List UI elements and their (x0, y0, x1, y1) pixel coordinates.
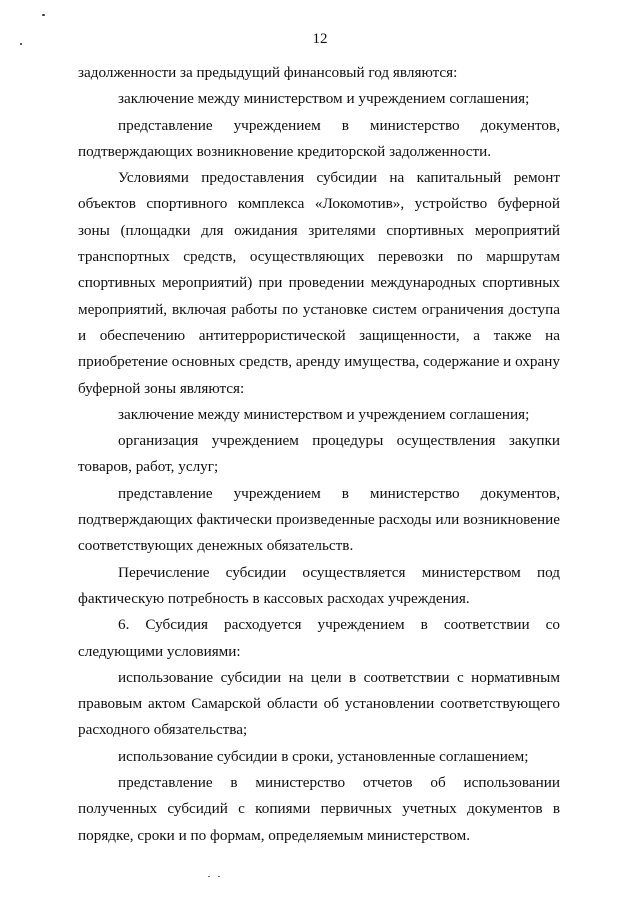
paragraph: использование субсидии на цели в соответствии с нормативным правовым актом Самарской области об установлении соответствующего расходного обязательства; (78, 668, 560, 739)
scan-speck (218, 876, 220, 877)
paragraph: 6. Субсидия расходуется учреждением в соответствии со следующими условиями: (78, 616, 560, 660)
scan-speck (208, 876, 210, 877)
paragraph: заключение между министерством и учреждением соглашения; (118, 405, 530, 423)
paragraph: Условиями предоставления субсидии на капитальный ремонт объектов спортивного комплекса «Локомотив», устройство буферной зоны (площадки для ожидания зрителями спортивных мероприятий транспортных средств, осуществляющих перевозки по маршрутам спортивных мероприятий) при проведении международных спортивных мероприятий, включая работы по установке систем ограничения доступа и обеспечению антитеррористической защищенности, а также на приобретение основных средств, аренду имущества, содержание и охрану буферной зоны являются: (78, 169, 560, 397)
page-number: 12 (312, 31, 328, 47)
paragraph: представление учреждением в министерство документов, подтверждающих фактически произведенные расходы или возникновение соответствующих денежных обязательств. (78, 484, 560, 555)
paragraph: использование субсидии в сроки, установленные соглашением; (118, 747, 529, 765)
scan-speck (42, 14, 45, 16)
paragraph: представление учреждением в министерство документов, подтверждающих возникновение кредиторской задолженности. (78, 116, 560, 160)
paragraph: заключение между министерством и учреждением соглашения; (118, 90, 530, 108)
paragraph: Перечисление субсидии осуществляется министерством под фактическую потребность в кассовых расходах учреждения. (78, 563, 560, 607)
document-body (78, 60, 560, 849)
paragraph: задолженности за предыдущий финансовый год являются: (78, 64, 458, 81)
paragraph: организация учреждением процедуры осуществления закупки товаров, работ, услуг; (78, 432, 560, 476)
paragraph: представление в министерство отчетов об использовании полученных субсидий с копиями первичных учетных документов в порядке, сроки и по формам, определяемым министерством. (78, 774, 560, 844)
